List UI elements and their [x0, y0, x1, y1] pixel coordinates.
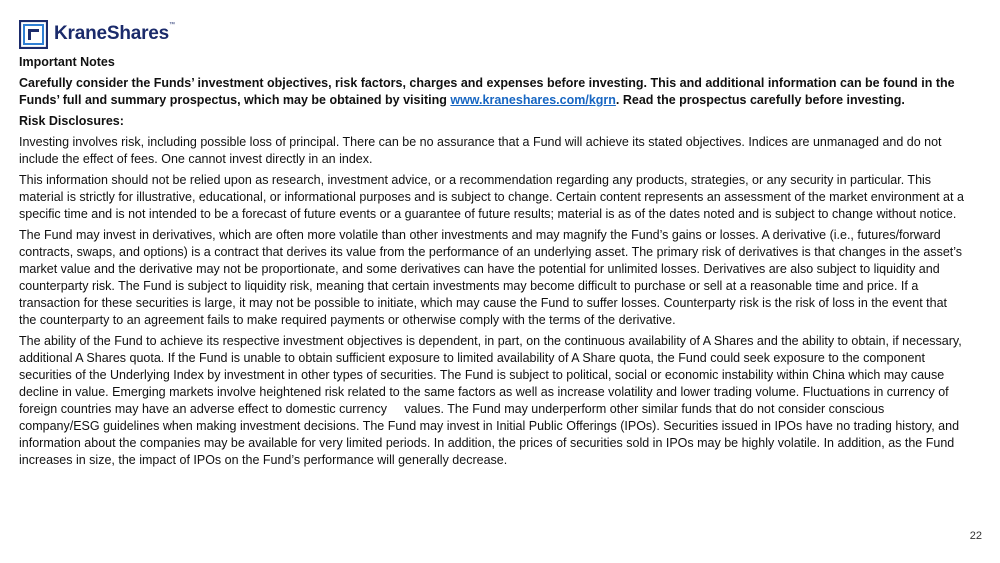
risk-paragraph-not-advice: This information should not be relied upon as research, investment advice, or a recommendation regarding any products, strategies, or any security in particular. This material is strictly for illustrative, educational, or informational purposes and is subject to change. Certain content represents an assessment of the market environment at a specific time and is not intended to be a forecast of future events or a guarantee of future results; material is as of the dates noted and is subject to change without notice. [19, 173, 964, 221]
risk-paragraph-a-shares: The ability of the Fund to achieve its respective investment objectives is dependent, in part, on the continuous availability of A Shares and the ability to obtain, if necessary, additional A Shares quota. If the Fund is unable to obtain sufficient exposure to limited availability of A Share quota, the Fund could seek exposure to the component securities of the Underlying Index by investment in other types of securities. The Fund is subject to political, social or economic instability within China which may cause decline in value. Emerging markets involve heightened risk related to the same factors as well as increase volatility and lower trading volume. Fluctuations in currency of foreign countries may have an adverse effect to domestic currency values. The Fund may underperform other similar funds that do not consider conscious company/ESG guidelines when making investment decisions. The Fund may invest in Initial Public Offerings (IPOs). Securities issued in IPOs have no trading history, and information about the companies may be available for very limited periods. In addition, the prices of securities sold in IPOs may be highly volatile. In addition, as the Fund increases in size, the impact of IPOs on the Fund’s performance will generally decrease. [19, 334, 966, 467]
kraneshares-logo-icon [19, 20, 48, 49]
prospectus-link[interactable]: www.kraneshares.com/kgrn [450, 93, 616, 107]
logo-text: KraneShares [54, 23, 170, 44]
risk-paragraph-derivatives: The Fund may invest in derivatives, which are often more volatile than other investments and may magnify the Fund’s gains or losses. A derivative (i.e., futures/forward contracts, swaps, and options) is a contract that derives its value from the performance of an underlying asset. The primary risk of derivatives is that changes in the asset’s market value and the derivative may not be proportionate, and some derivatives can have the potential for unlimited losses. Derivatives are also subject to liquidity and counterparty risk. The Fund is subject to liquidity risk, meaning that certain investments may become difficult to purchase or sell at a reasonable time and price. If a transaction for these securities is large, it may not be possible to initiate, which may cause the Fund to suffer losses. Counterparty risk is the risk of loss in the event that the counterparty to an agreement fails to make required payments or otherwise comply with the terms of the derivative. [19, 228, 963, 327]
logo-trademark: ™ [169, 22, 175, 28]
important-notes-heading: Important Notes [19, 55, 115, 69]
prospectus-notice [19, 75, 964, 109]
risk-paragraph-principal: Investing involves risk, including possible loss of principal. There can be no assurance that a Fund will achieve its stated objectives. Indices are unmanaged and do not include the effect of fees. One cannot invest directly in an index. [19, 135, 942, 166]
prospectus-notice-text: Carefully consider the Funds’ investment objectives, risk factors, charges and expenses before investing. This and additional information can be found in the Funds’ full and summary prospectus, which may be obtained by visiting [19, 76, 955, 107]
risk-disclosures-heading: Risk Disclosures: [19, 114, 124, 128]
logo-wordmark [54, 18, 175, 50]
kraneshares-logo [19, 18, 175, 50]
prospectus-notice-tail: . Read the prospectus carefully before investing. [615, 93, 905, 107]
disclosures-content [19, 54, 964, 473]
page-number: 22 [969, 530, 982, 542]
